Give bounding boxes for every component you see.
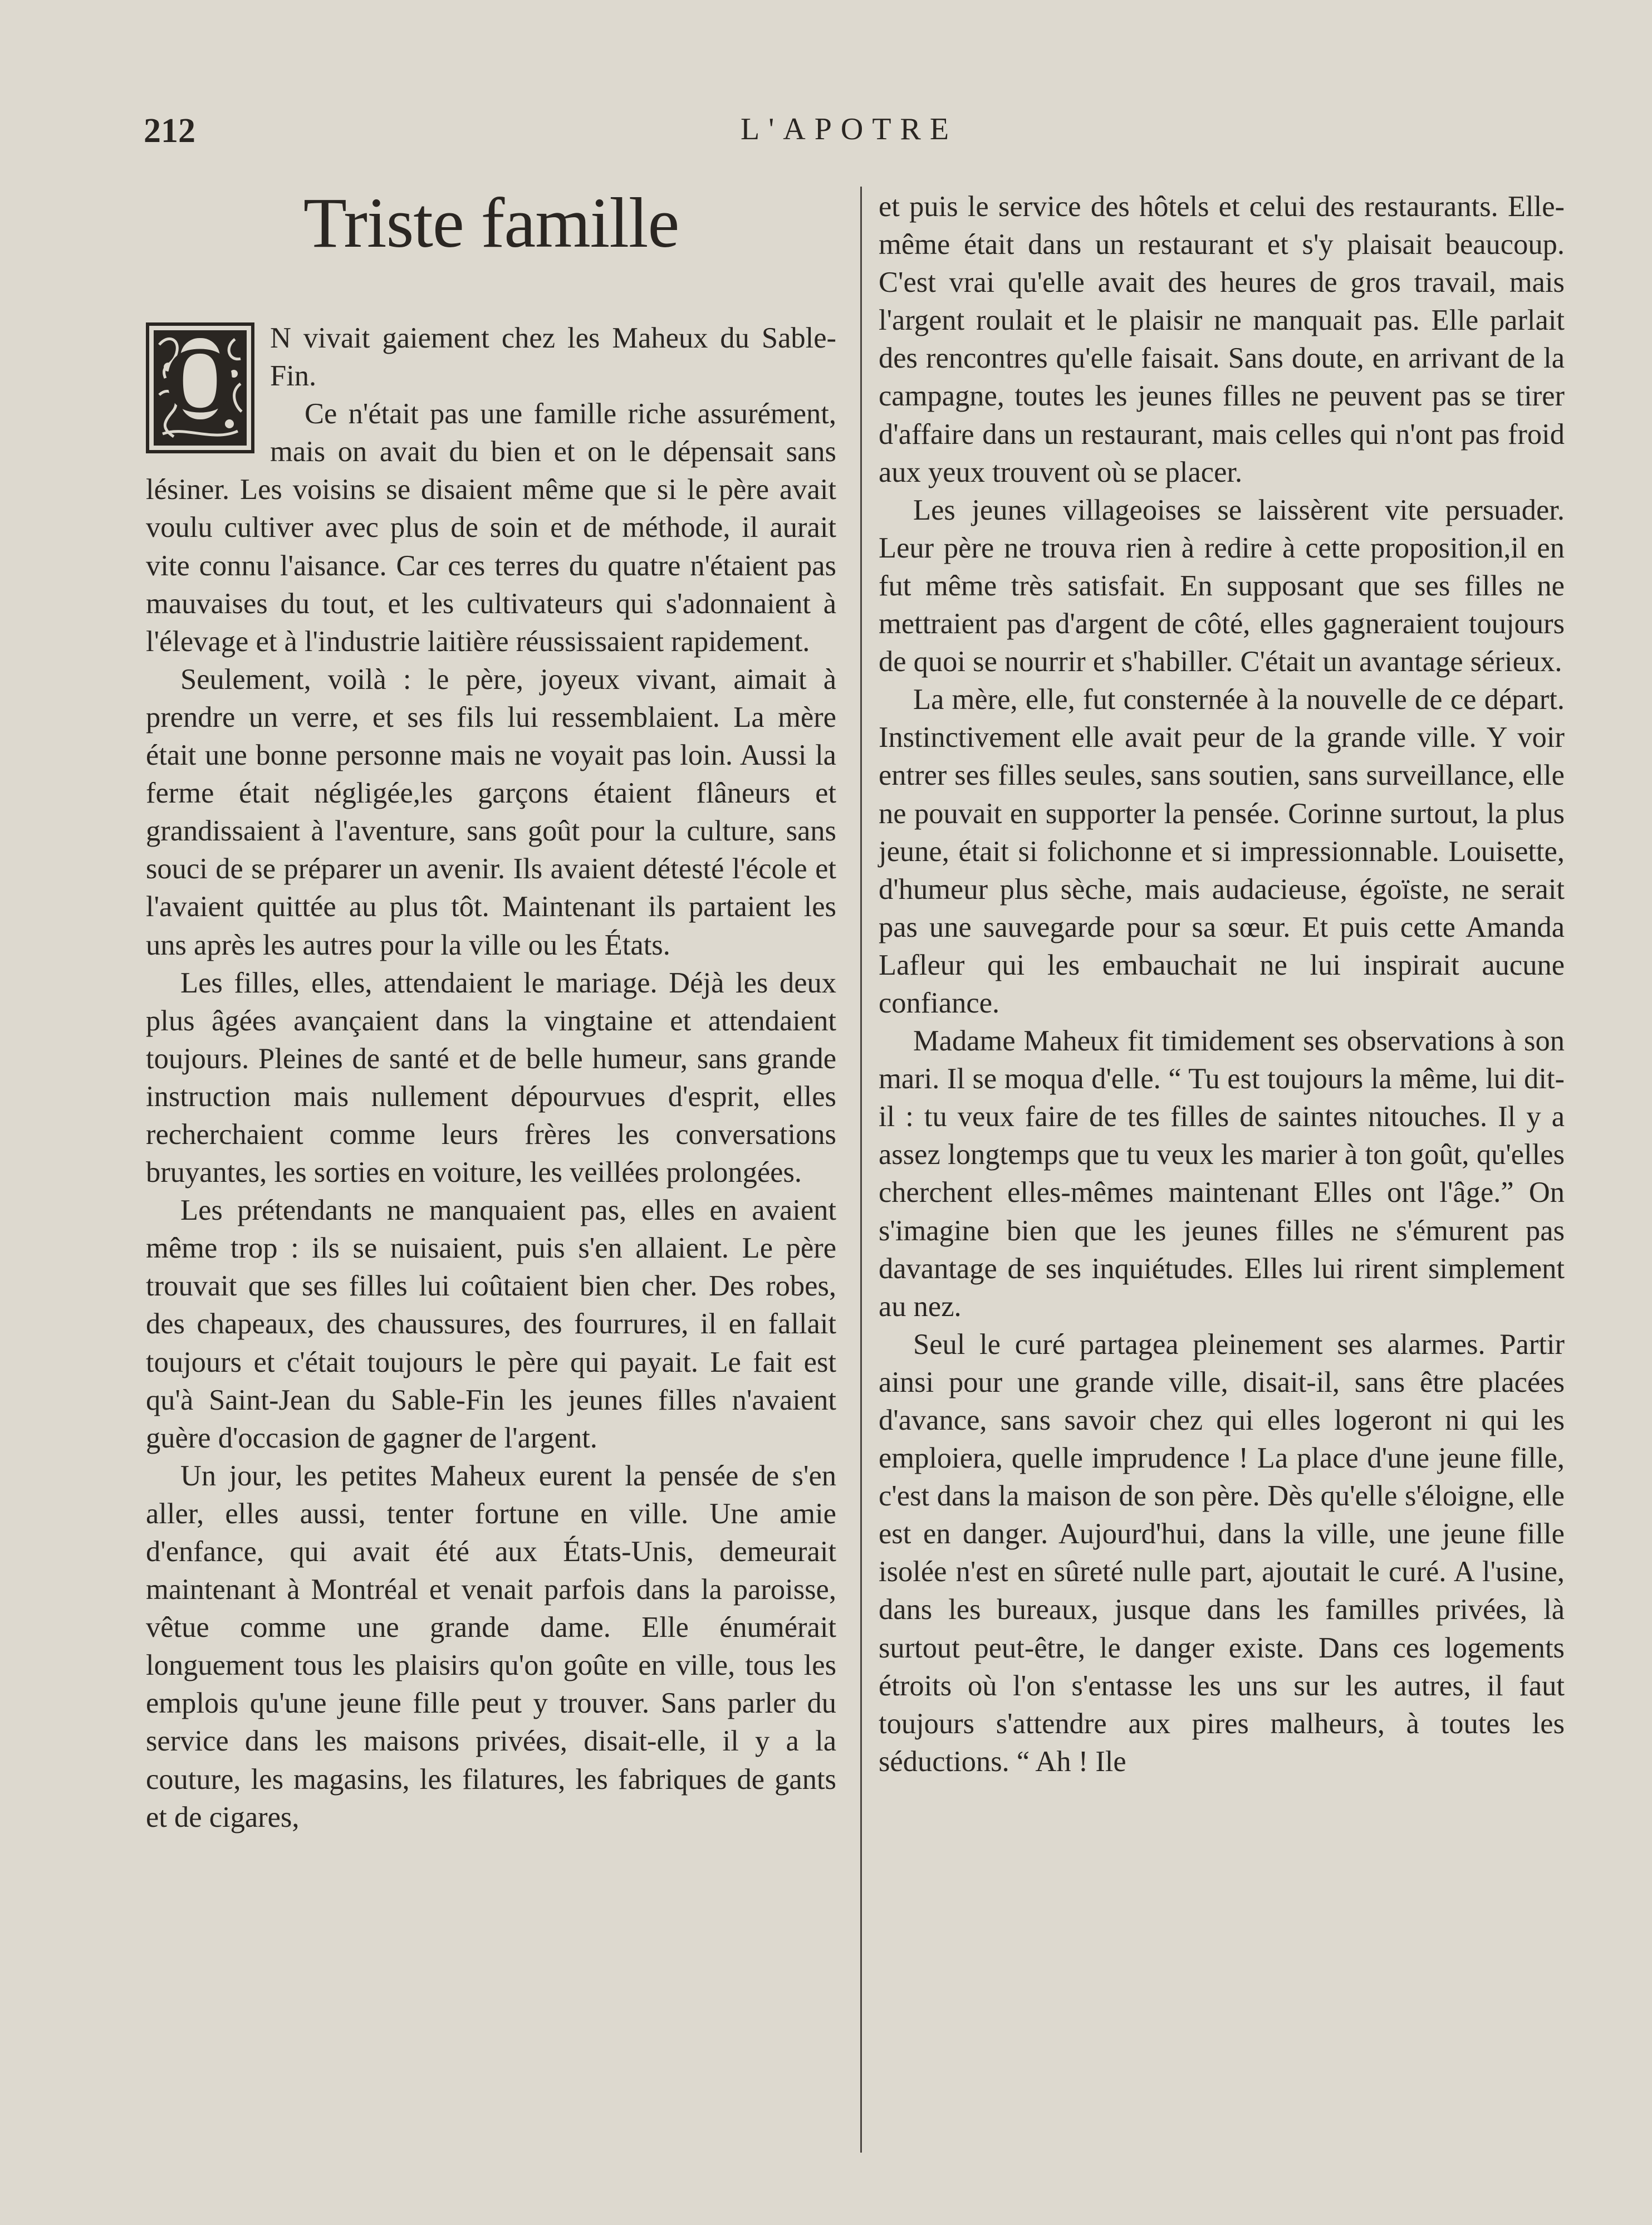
right-column [879, 188, 1565, 1781]
paragraph: Madame Maheux fit timidement ses observations à son mari. Il se moqua d'elle. “ Tu est toujours la même, lui dit-il : tu veux faire de tes filles de saintes nitouches. Il y a assez longtemps que tu veux les marier à ton goût, qu'elles cherchent elles-mêmes maintenant Elles ont l'âge.” On s'imagine bien que les jeunes filles ne s'émurent pas davantage de ses inquiétudes. Elles lui rirent simplement au nez. [879, 1025, 1565, 1323]
paragraph: Les filles, elles, attendaient le mariage. Déjà les deux plus âgées avançaient dans la vingtaine et attendaient toujours. Pleines de santé et de belle humeur, sans grande instruction mais nullement dépourvues d'esprit, elles recherchaient comme leurs frères les conversations bruyantes, les sorties en voiture, les veillées prolongées. [146, 966, 836, 1189]
opening-first-word: N [270, 322, 291, 354]
ornamental-dropcap-o-icon [146, 322, 254, 453]
page-number: 212 [144, 112, 195, 150]
paragraph: Ce n'était pas une famille riche assurément, mais on avait du bien et on le dépensait sans lésiner. Les voisins se disaient même que si le père avait voulu cultiver avec plus de soin et de méthode, il aurait vite connu l'aisance. Car ces terres du quatre n'étaient pas mauvaises du tout, et les cultivateurs qui s'adonnaient à l'élevage et à l'industrie laitière réussissaient rapidement. [146, 398, 836, 658]
paragraph: Les prétendants ne manquaient pas, elles en avaient même trop : ils se nuisaient, puis s'en allaient. Le père trouvait que ses filles lui coûtaient bien cher. Des robes, des chapeaux, des chaussures, des fourrures, il en fallait toujours et c'était toujours le père qui payait. Le fait est qu'à Saint-Jean du Sable-Fin les jeunes filles n'avaient guère d'occasion de gagner de l'argent. [146, 1194, 836, 1454]
paragraph: Un jour, les petites Maheux eurent la pensée de s'en aller, elles aussi, tenter fortune en ville. Une amie d'enfance, qui avait été aux États-Unis, demeurait maintenant à Montréal et venait parfois dans la paroisse, vêtue comme une grande dame. Elle énumérait longuement tous les plaisirs qu'on goûte en ville, tous les emplois qu'une jeune fille peut y trouver. Sans parler du service dans les maisons privées, disait-elle, il y a la couture, les magasins, les filatures, les fabriques de gants et de cigares, [146, 1459, 836, 1833]
column-divider [860, 187, 862, 2153]
opening-text: vivait gaiement chez les Maheux du Sable-Fin. [270, 322, 836, 393]
left-column [146, 181, 836, 1836]
paragraph: Seul le curé partagea pleinement ses alarmes. Partir ainsi pour une grande ville, disait-il, sans être placées d'avance, sans savoir chez qui elles logeront ni qui les emploiera, quelle imprudence ! La place d'une jeune fille, c'est dans la maison de son père. Dès qu'elle s'éloigne, elle est en danger. Aujourd'hui, dans la ville, une jeune fille isolée n'est en sûreté nulle part, ajoutait le curé. A l'usine, dans les bureaux, jusque dans les familles privées, là surtout peut-être, le danger existe. Dans ces logements étroits où l'on s'entasse les uns sur les autres, il faut toujours s'attendre aux pires malheurs, à toutes les séductions. “ Ah ! Ile [879, 1328, 1565, 1778]
article-title: Triste famille [303, 183, 679, 262]
paragraph: La mère, elle, fut consternée à la nouvelle de ce départ. Instinctivement elle avait peur de la grande ville. Y voir entrer ses filles seules, sans soutien, sans surveillance, elle ne pouvait en supporter la pensée. Corinne surtout, la plus jeune, était si folichonne et si impressionnable. Louisette, d'humeur plus sèche, mais audacieuse, égoïste, ne serait pas une sauvegarde pour sa sœur. Et puis cette Amanda Lafleur qui les embauchait ne lui inspirait aucune confiance. [879, 683, 1565, 1019]
running-head: L'APOTRE [741, 112, 958, 146]
paragraph-continued: et puis le service des hôtels et celui des restaurants. Elle-même était dans un restaurant et s'y plaisait beaucoup. C'est vrai qu'elle avait des heures de gros travail, mais l'argent roulait et le plaisir ne manquait pas. Elle parlait des rencontres qu'elle faisait. Sans doute, en arrivant de la campagne, toutes les jeunes filles ne peuvent pas se tirer d'affaire dans un restaurant, mais celles qui n'ont pas froid aux yeux trouvent où se placer. [879, 190, 1565, 488]
paragraph: Les jeunes villageoises se laissèrent vite persuader. Leur père ne trouva rien à redire à cette proposition,il en fut même très satisfait. En supposant que ses filles ne mettraient pas d'argent de côté, elles gagneraient toujours de quoi se nourrir et s'habiller. C'était un avantage sérieux. [879, 493, 1565, 678]
paragraph: Seulement, voilà : le père, joyeux vivant, aimait à prendre un verre, et ses fils lui ressemblaient. La mère était une bonne personne mais ne voyait pas loin. Aussi la ferme était négligée,les garçons étaient flâneurs et grandissaient à l'aventure, sans goût pour la culture, sans souci de se préparer un avenir. Ils avaient détesté l'école et l'avaient quittée au plus tôt. Maintenant ils partaient les uns après les autres pour la ville ou les États. [146, 663, 836, 961]
opening-paragraph [146, 319, 836, 432]
dropcap-letter: O [163, 327, 237, 432]
